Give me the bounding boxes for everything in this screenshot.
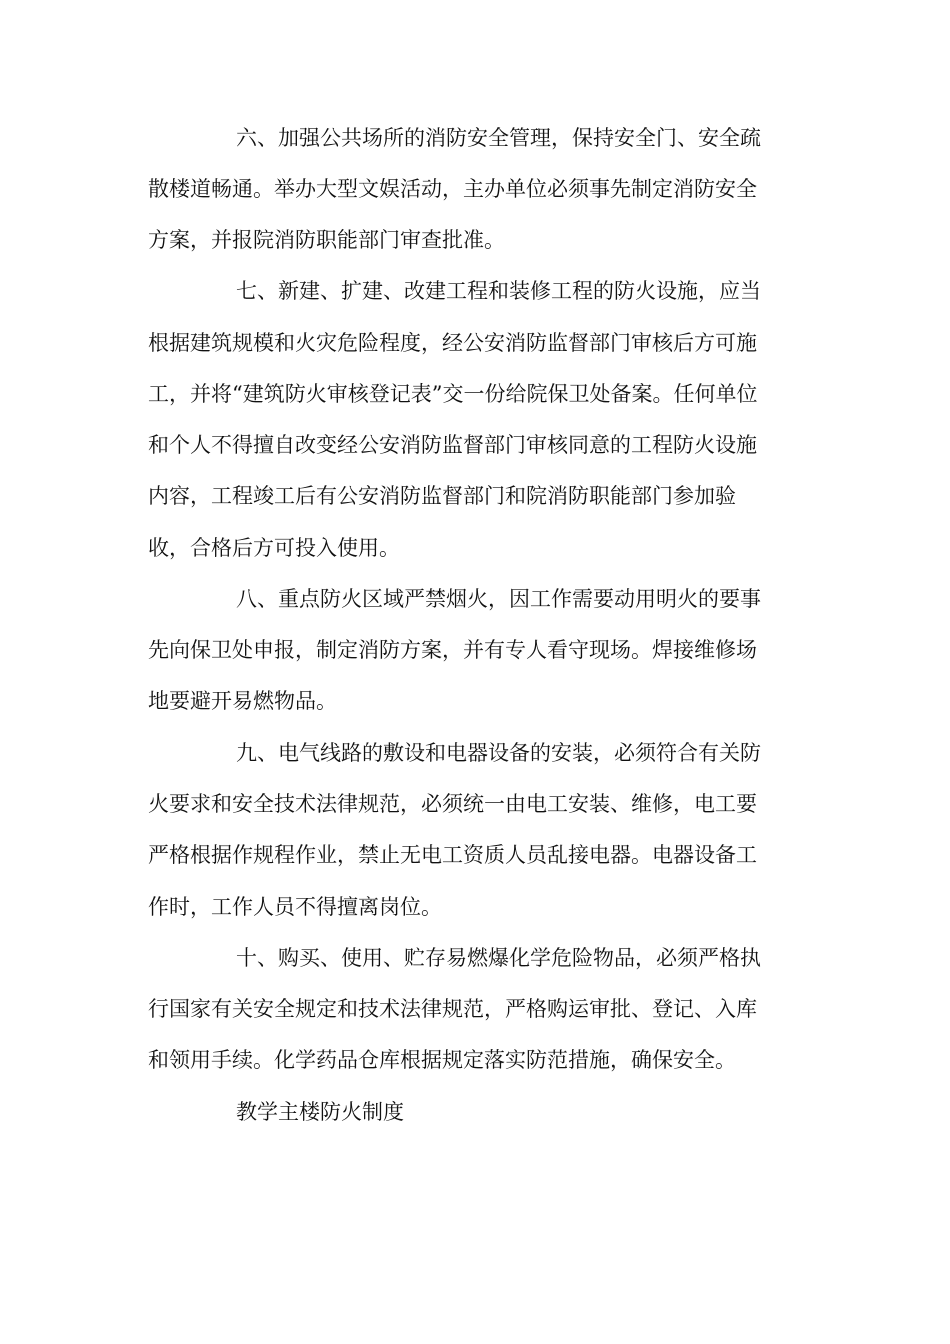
- paragraph-6-line-1: 六、加强公共场所的消防安全管理，保持安全门、安全疏: [236, 126, 761, 150]
- paragraph-7-line-5: 内容，工程竣工后有公安消防监督部门和院消防职能部门参加验: [148, 484, 736, 508]
- paragraph-7-line-4: 和个人不得擅自改变经公安消防监督部门审核同意的工程防火设施: [148, 433, 757, 457]
- paragraph-7-line-2: 根据建筑规模和火灾危险程度，经公安消防监督部门审核后方可施: [148, 331, 757, 355]
- section-heading: 教学主楼防火制度: [236, 1100, 404, 1124]
- paragraph-8-line-3: 地要避开易燃物品。: [148, 689, 337, 713]
- paragraph-9-line-4: 作时，工作人员不得擅离岗位。: [148, 895, 442, 919]
- paragraph-9-line-3: 严格根据作规程作业，禁止无电工资质人员乱接电器。电器设备工: [148, 843, 757, 867]
- paragraph-9-line-2: 火要求和安全技术法律规范，必须统一由电工安装、维修，电工要: [148, 792, 757, 816]
- paragraph-10-line-3: 和领用手续。化学药品仓库根据规定落实防范措施，确保安全。: [148, 1048, 736, 1072]
- paragraph-7-line-6: 收，合格后方可投入使用。: [148, 536, 400, 560]
- paragraph-8-line-2: 先向保卫处申报，制定消防方案，并有专人看守现场。焊接维修场: [148, 638, 757, 662]
- paragraph-6-line-3: 方案，并报院消防职能部门审查批准。: [148, 228, 505, 252]
- paragraph-7-line-1: 七、新建、扩建、改建工程和装修工程的防火设施，应当: [236, 279, 761, 303]
- paragraph-9-line-1: 九、电气线路的敷设和电器设备的安装，必须符合有关防: [236, 741, 761, 765]
- paragraph-10-line-1: 十、购买、使用、贮存易燃爆化学危险物品，必须严格执: [236, 946, 761, 970]
- paragraph-6-line-2: 散楼道畅通。举办大型文娱活动，主办单位必须事先制定消防安全: [148, 177, 757, 201]
- paragraph-10-line-2: 行国家有关安全规定和技术法律规范，严格购运审批、登记、入库: [148, 997, 757, 1021]
- paragraph-7-line-3: 工，并将“建筑防火审核登记表”交一份给院保卫处备案。任何单位: [148, 382, 758, 406]
- paragraph-8-line-1: 八、重点防火区域严禁烟火，因工作需要动用明火的要事: [236, 587, 761, 611]
